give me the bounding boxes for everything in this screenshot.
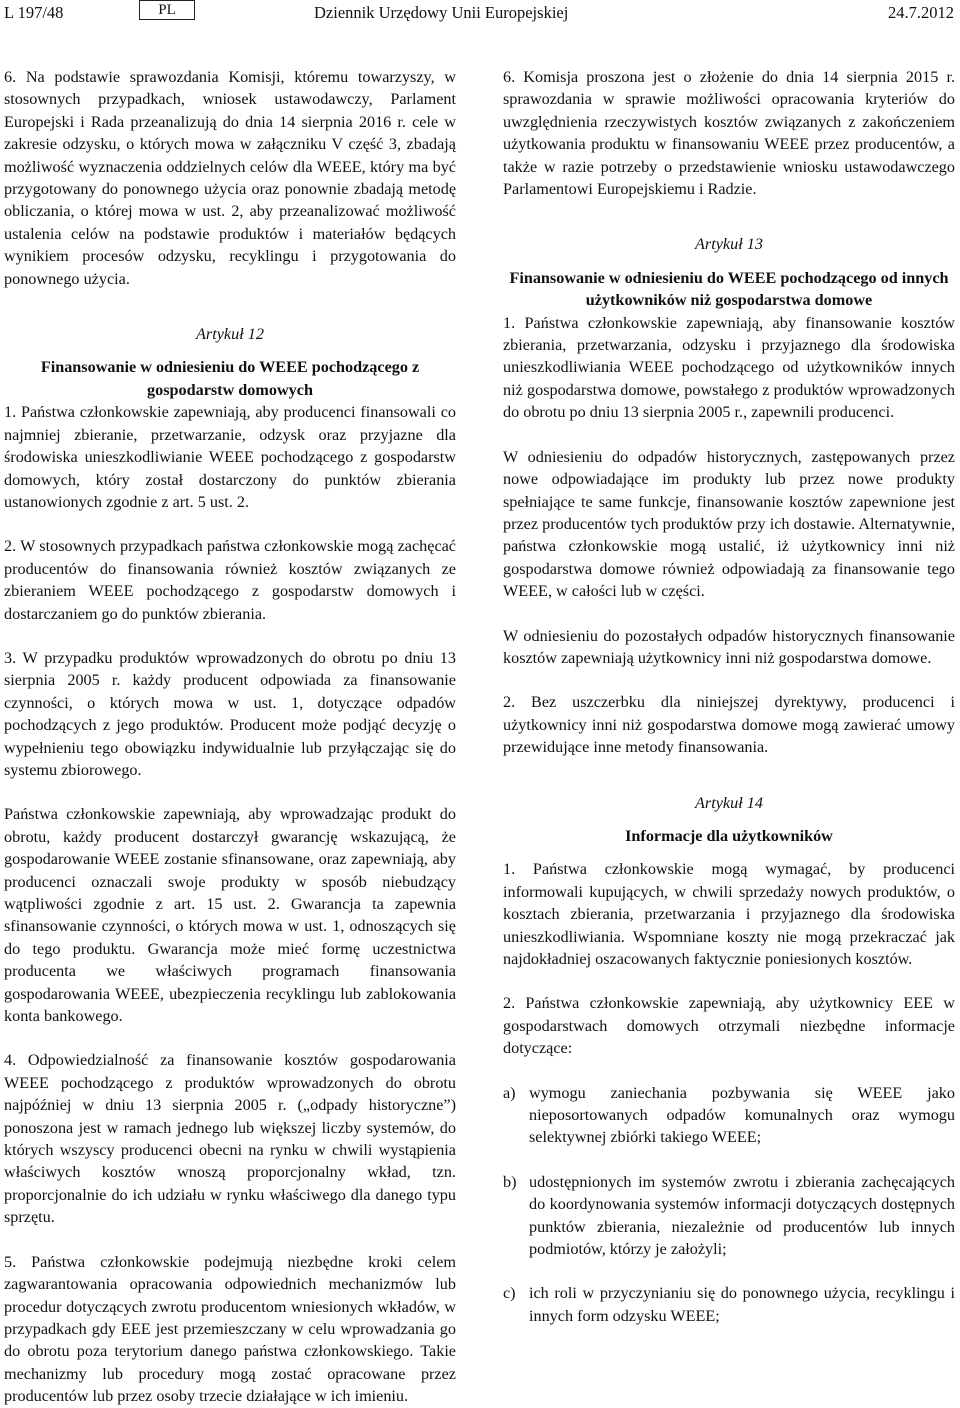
page-reference: L 197/48 xyxy=(4,3,64,22)
article-13-number: Artykuł 13 xyxy=(695,235,763,254)
article-12-paragraph-3-guarantee: Państwa członkowskie zapewniają, aby wprowadzając produkt do obrotu, każdy producent dostarczył gwarancję wskazującą, że gospodarowanie WEEE zostanie sfinansowane, oraz zapewniają, aby producenci oznaczali swoje produkty w sposób niebudzący wątpliwości zgodnie z art. 15 ust. 2. Gwarancja ta zapewnia sfinansowanie czynności, o których mowa w ust. 1, odnoszących się do tego produktu. Gwarancja może mieć formę uczestnictwa producenta we właściwych programach finansowania gospodarowania WEEE, ubezpieczenia recyklingu lub zablokowania konta bankowego. xyxy=(4,805,456,1026)
article-13-historical-waste: W odniesieniu do odpadów historycznych, zastępowanych przez nowe odpowiadające im produkty lub przez nowe produkty spełniające te same funkcje, finansowanie kosztów zapewnione jest przez producentów tych produktów przy ich dostawie. Alternatywnie, państwa członkowskie mogą ustalić, iż użytkownicy inni niż gospodarstwa domowe również odpowiadają za finansowanie tego WEEE, w całości lub w części. xyxy=(503,447,955,601)
article-12-paragraph-5: 5. Państwa członkowskie podejmują niezbędne kroki celem zagwarantowania opracowania odpowiednich mechanizmów lub procedur dotyczących zwrotu producentom wniesionych wkładów, w przypadkach gdy EEE jest przemieszczany w celu wprowadzania go do obrotu poza terytorium danego państwa członkowskiego. Takie mechanizmy lub procedury mogą zostać opracowane przez producentów lub przez osoby trzecie działające w ich imieniu. xyxy=(4,1252,456,1406)
article-14-title: Informacje dla użytkowników xyxy=(625,826,833,845)
list-item-text: ich roli w przyczynianiu się do ponownego użycia, recyklingu i innych form odzysku WEEE; xyxy=(529,1284,955,1325)
article-13-remaining-historical: W odniesieniu do pozostałych odpadów historycznych finansowanie kosztów zapewniają użytkownicy inni niż gospodarstwa domowe. xyxy=(503,626,955,667)
article-13-title: Finansowanie w odniesieniu do WEEE pochodzącego od innych użytkowników niż gospodarstwa domowe xyxy=(509,268,949,310)
list-item xyxy=(503,1282,955,1327)
article-14-paragraph-1: 1. Państwa członkowskie mogą wymagać, by producenci informowali kupujących, w chwili sprzedaży nowych produktów, o kosztach zbierania, przetwarzania i przyjaznego dla środowiska unieszkodliwiania. Wspomniane koszty nie mogą przekraczać jak najdokładniej oszacowanych faktycznie poniesionych kosztów. xyxy=(503,860,955,968)
left-column xyxy=(4,66,456,1408)
article-13-paragraph-2: 2. Bez uszczerbku dla niniejszej dyrektywy, producenci i użytkownicy inni niż gospodarstwa domowe mogą zawierać umowy przewidujące inne metody finansowania. xyxy=(503,693,955,757)
article-14-number: Artykuł 14 xyxy=(695,793,763,812)
language-code-box: PL xyxy=(139,0,195,20)
right-column xyxy=(503,66,955,1327)
page-header xyxy=(4,0,956,26)
list-marker: a) xyxy=(503,1083,516,1102)
article-13-paragraph-1: 1. Państwa członkowskie zapewniają, aby finansowanie kosztów zbierania, przetwarzania, odzysku i przyjaznego dla środowiska unieszkodliwiania WEEE pochodzącego od użytkowników innych niż gospodarstwa domowe, powstałego z produktów wprowadzonych do obrotu po dniu 13 sierpnia 2005 r., zapewnili producenci. xyxy=(503,313,955,422)
article-12-paragraph-1: 1. Państwa członkowskie zapewniają, aby producenci finansowali co najmniej zbieranie, przetwarzanie, odzysk oraz przyjazne dla środowiska unieszkodliwianie WEEE pochodzącego z gospodarstw domowych, który został dostarczony do punktów zbierania ustanowionych zgodnie z art. 5 ust. 2. xyxy=(4,403,456,511)
article-12-number: Artykuł 12 xyxy=(196,325,264,344)
journal-title: Dziennik Urzędowy Unii Europejskiej xyxy=(314,3,569,22)
article-12-paragraph-6: 6. Komisja proszona jest o złożenie do dnia 14 sierpnia 2015 r. sprawozdania w sprawie możliwości opracowania kryteriów do uwzględnienia rzeczywistych kosztów związanych z zakończeniem użytkowania produktu w finansowaniu WEEE przez producentów, a także w razie potrzeby o przedstawienie wniosku ustawodawczego Parlamentowi Europejskiemu i Radzie. xyxy=(503,68,955,199)
list-item-text: udostępnionych im systemów zwrotu i zbierania zachęcających do koordynowania systemów informacji dotyczących dostępnych punktów zbierania, niezależnie od producentów lub innych podmiotów, którzy je założyli; xyxy=(529,1172,955,1259)
paragraph-6: 6. Na podstawie sprawozdania Komisji, któremu towarzyszy, w stosownych przypadkach, wniosek ustawodawczy, Parlament Europejski i Rada przeanalizują do dnia 14 sierpnia 2016 r. cele w zakresie odzysku, o których mowa w załączniku V część 3, zbadają możliwość wyznaczenia oddzielnych celów dla WEEE, który ma być przygotowany do ponownego użycia oraz ponownie zbadają metodę obliczania, o której mowa w ust. 2, aby przeanalizować możliwość ustalenia celów na podstawie produktów i materiałów będących wynikiem procesów odzysku, recyklingu i przygotowania do ponownego użycia. xyxy=(4,68,456,288)
list-item-text: wymogu zaniechania pozbywania się WEEE jako nieposortowanych odpadów komunalnych oraz wymogu selektywnej zbiórki takiego WEEE; xyxy=(529,1083,955,1147)
article-12-paragraph-2: 2. W stosownych przypadkach państwa członkowskie mogą zachęcać producentów do finansowania również kosztów związanych ze zbieraniem WEEE pochodzącego z gospodarstw domowych i dostarczaniem go do punktów zbierania. xyxy=(4,537,456,623)
list-marker: b) xyxy=(503,1172,517,1191)
list-item xyxy=(503,1171,955,1261)
article-12-title: Finansowanie w odniesieniu do WEEE pochodzącego z gospodarstw domowych xyxy=(40,358,420,399)
article-14-paragraph-2: 2. Państwa członkowskie zapewniają, aby użytkownicy EEE w gospodarstwach domowych otrzymali niezbędne informacje dotyczące: xyxy=(503,994,955,1058)
article-12-paragraph-3: 3. W przypadku produktów wprowadzonych do obrotu po dniu 13 sierpnia 2005 r. każdy producent odpowiada za finansowanie czynności, o których mowa w ust. 1, dotyczące odpadów pochodzących z jego produktów. Producent może podjąć decyzję o wypełnieniu tego obowiązku indywidualnie lub przyłączając się do systemu zbiorowego. xyxy=(4,648,456,779)
list-marker: c) xyxy=(503,1284,516,1303)
article-12-paragraph-4: 4. Odpowiedzialność za finansowanie kosztów gospodarowania WEEE pochodzącego z produktów wprowadzonych do obrotu najpóźniej w dniu 13 sierpnia 2005 r. („odpady historyczne”) ponoszona jest w ramach jednego lub większej liczby systemów, do których wszyscy producenci obecni na rynku w chwili wystąpienia właściwych kosztów wnoszą proporcjonalny wkład, tzn. proporcjonalnie do ich udziału w rynku właściwego dla danego typu sprzętu. xyxy=(4,1051,456,1227)
publication-date: 24.7.2012 xyxy=(888,3,954,22)
list-item xyxy=(503,1082,955,1149)
